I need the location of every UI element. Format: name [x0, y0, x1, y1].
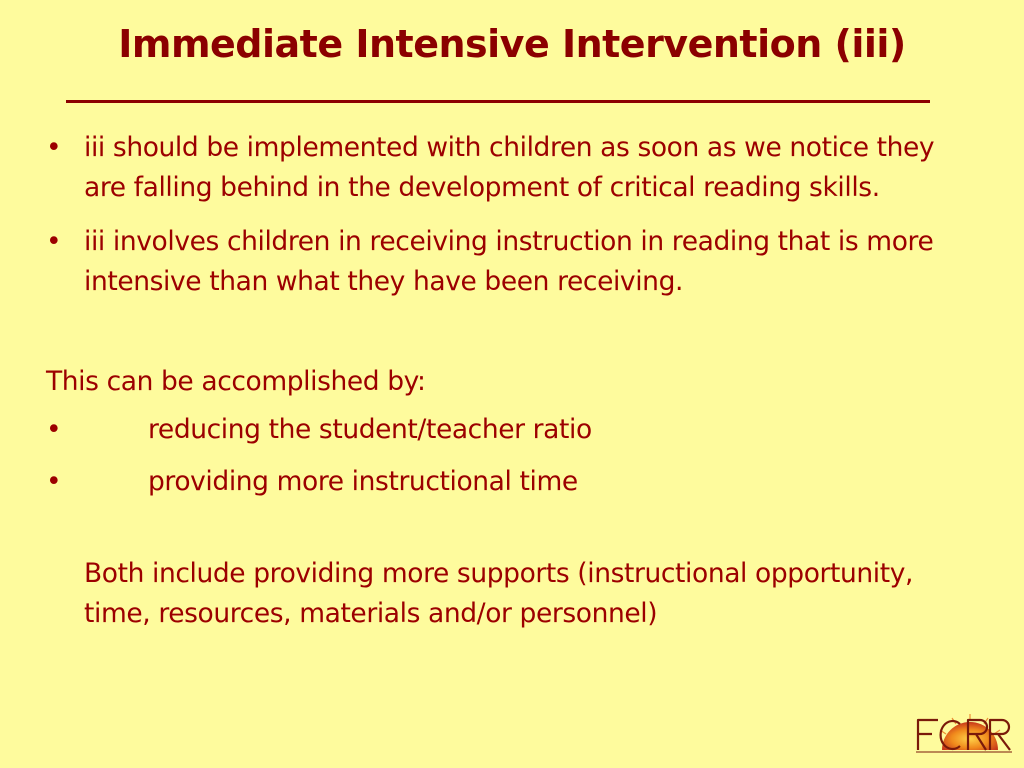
bullet-text: iii should be implemented with children as soon as we notice they are falling behind in the development of critical reading skills.	[84, 132, 935, 203]
bullet-item	[46, 128, 976, 208]
sub-bullet-item	[46, 410, 976, 450]
slide-body	[46, 128, 976, 634]
bullet-item	[46, 222, 976, 302]
fcrr-logo	[912, 706, 1016, 762]
bullet-icon: •	[46, 466, 62, 497]
bullet-icon: •	[46, 226, 62, 257]
sub-bullet-text: reducing the student/teacher ratio	[148, 414, 592, 445]
sub-bullet-text: providing more instructional time	[148, 466, 578, 497]
bullet-text: iii involves children in receiving instruction in reading that is more intensive than what they have been receiving.	[84, 226, 934, 297]
bullet-icon: •	[46, 414, 62, 445]
slide-title: Immediate Intensive Intervention (iii)	[118, 22, 906, 66]
note-text: Both include providing more supports (instructional opportunity, time, resources, materials and/or personnel)	[84, 558, 914, 629]
bullet-icon: •	[46, 132, 62, 163]
sub-bullet-item	[46, 462, 976, 502]
lead-text: This can be accomplished by:	[46, 366, 426, 397]
title-underline	[66, 100, 930, 103]
